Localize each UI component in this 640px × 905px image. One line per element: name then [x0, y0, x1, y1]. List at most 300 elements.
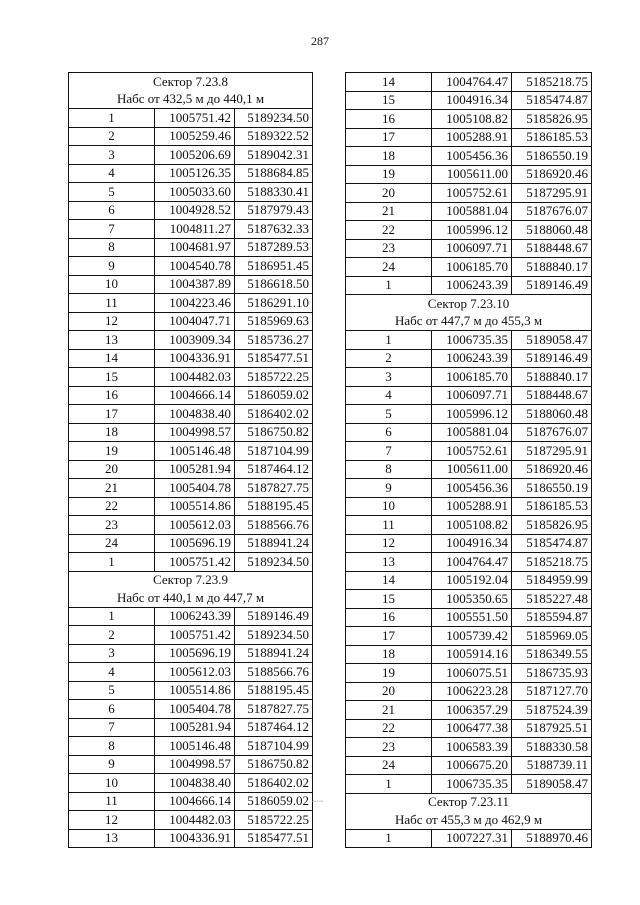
y-coordinate: 5188330.41 — [235, 183, 313, 202]
point-number: 18 — [69, 423, 155, 442]
y-coordinate: 5189146.49 — [512, 276, 592, 295]
y-coordinate: 5186920.46 — [512, 460, 592, 479]
y-coordinate: 5188566.76 — [235, 663, 313, 682]
point-number: 20 — [346, 682, 432, 701]
x-coordinate: 1006583.39 — [432, 738, 512, 757]
point-number: 9 — [69, 257, 155, 276]
y-coordinate: 5189234.50 — [235, 626, 313, 645]
point-number: 19 — [69, 442, 155, 461]
y-coordinate: 5188739.11 — [512, 756, 592, 775]
table-row — [69, 663, 313, 682]
y-coordinate: 5187827.75 — [235, 700, 313, 719]
point-number: 19 — [346, 165, 432, 184]
y-coordinate: 5189322.52 — [235, 127, 313, 146]
table-row — [69, 183, 313, 202]
x-coordinate: 1004666.14 — [155, 792, 235, 811]
point-number: 8 — [69, 238, 155, 257]
x-coordinate: 1005281.94 — [155, 460, 235, 479]
x-coordinate: 1005914.16 — [432, 645, 512, 664]
table-row — [346, 110, 592, 129]
x-coordinate: 1005751.42 — [155, 553, 235, 572]
y-coordinate: 5188840.17 — [512, 368, 592, 387]
point-number: 12 — [69, 811, 155, 830]
sector-range-text: Набс от 440,1 м до 447,7 м — [69, 589, 313, 607]
x-coordinate: 1005108.82 — [432, 516, 512, 535]
point-number: 3 — [69, 644, 155, 663]
y-coordinate: 5187632.33 — [235, 220, 313, 239]
table-row — [69, 792, 313, 811]
x-coordinate: 1005192.04 — [432, 571, 512, 590]
x-coordinate: 1004838.40 — [155, 405, 235, 424]
point-number: 6 — [69, 700, 155, 719]
table-row — [69, 497, 313, 516]
point-number: 18 — [346, 147, 432, 166]
y-coordinate: 5189146.49 — [235, 607, 313, 626]
point-number: 7 — [69, 718, 155, 737]
table-row — [346, 682, 592, 701]
x-coordinate: 1004387.89 — [155, 275, 235, 294]
point-number: 22 — [346, 719, 432, 738]
table-row — [346, 460, 592, 479]
point-number: 1 — [346, 276, 432, 295]
table-row — [69, 257, 313, 276]
point-number: 6 — [346, 423, 432, 442]
table-row — [69, 386, 313, 405]
table-row — [346, 386, 592, 405]
y-coordinate: 5186735.93 — [512, 664, 592, 683]
point-number: 21 — [346, 202, 432, 221]
x-coordinate: 1005514.86 — [155, 681, 235, 700]
point-number: 10 — [69, 275, 155, 294]
y-coordinate: 5187827.75 — [235, 479, 313, 498]
table-row — [69, 201, 313, 220]
x-coordinate: 1005996.12 — [432, 221, 512, 240]
y-coordinate: 5185477.51 — [235, 349, 313, 368]
table-row — [69, 607, 313, 626]
x-coordinate: 1005514.86 — [155, 497, 235, 516]
x-coordinate: 1006185.70 — [432, 368, 512, 387]
page-number: 287 — [311, 34, 329, 48]
y-coordinate: 5187289.53 — [235, 238, 313, 257]
table-row — [69, 331, 313, 350]
point-number: 3 — [346, 368, 432, 387]
x-coordinate: 1005281.94 — [155, 718, 235, 737]
x-coordinate: 1006185.70 — [432, 258, 512, 277]
y-coordinate: 5185218.75 — [512, 553, 592, 572]
point-number: 14 — [346, 571, 432, 590]
point-number: 1 — [346, 775, 432, 794]
sector-header — [346, 295, 592, 313]
y-coordinate: 5187925.51 — [512, 719, 592, 738]
y-coordinate: 5188970.46 — [512, 829, 592, 848]
x-coordinate: 1005696.19 — [155, 644, 235, 663]
point-number: 4 — [69, 663, 155, 682]
y-coordinate: 5189234.50 — [235, 109, 313, 128]
point-number: 9 — [346, 479, 432, 498]
table-row — [69, 460, 313, 479]
sector-title: Сектор 7.23.11 — [346, 793, 592, 811]
table-row — [69, 423, 313, 442]
y-coordinate: 5185826.95 — [512, 516, 592, 535]
point-number: 7 — [346, 442, 432, 461]
table-row — [346, 91, 592, 110]
x-coordinate: 1004681.97 — [155, 238, 235, 257]
y-coordinate: 5189234.50 — [235, 553, 313, 572]
x-coordinate: 1005612.03 — [155, 663, 235, 682]
x-coordinate: 1005108.82 — [432, 110, 512, 129]
table-row — [346, 73, 592, 92]
sector-title: Сектор 7.23.9 — [69, 571, 313, 589]
point-number: 1 — [69, 607, 155, 626]
x-coordinate: 1004916.34 — [432, 534, 512, 553]
table-row — [346, 442, 592, 461]
y-coordinate: 5186349.55 — [512, 645, 592, 664]
table-row — [346, 276, 592, 295]
x-coordinate: 1005126.35 — [155, 164, 235, 183]
y-coordinate: 5186402.02 — [235, 405, 313, 424]
y-coordinate: 5185474.87 — [512, 534, 592, 553]
table-row — [69, 755, 313, 774]
y-coordinate: 5187464.12 — [235, 460, 313, 479]
table-row — [346, 534, 592, 553]
y-coordinate: 5185722.25 — [235, 368, 313, 387]
table-row — [346, 368, 592, 387]
table-row — [69, 294, 313, 313]
point-number: 17 — [69, 405, 155, 424]
y-coordinate: 5186951.45 — [235, 257, 313, 276]
point-number: 8 — [346, 460, 432, 479]
y-coordinate: 5185594.87 — [512, 608, 592, 627]
y-coordinate: 5186550.19 — [512, 147, 592, 166]
point-number: 1 — [69, 553, 155, 572]
x-coordinate: 1004482.03 — [155, 368, 235, 387]
y-coordinate: 5187979.43 — [235, 201, 313, 220]
table-row — [69, 718, 313, 737]
y-coordinate: 5186059.02 — [235, 792, 313, 811]
point-number: 19 — [346, 664, 432, 683]
table-row — [346, 829, 592, 848]
point-number: 21 — [69, 479, 155, 498]
table-row — [346, 258, 592, 277]
table-row — [346, 645, 592, 664]
x-coordinate: 1006075.51 — [432, 664, 512, 683]
x-coordinate: 1004047.71 — [155, 312, 235, 331]
x-coordinate: 1005996.12 — [432, 405, 512, 424]
point-number: 23 — [69, 516, 155, 535]
point-number: 2 — [69, 127, 155, 146]
x-coordinate: 1006735.35 — [432, 331, 512, 350]
point-number: 5 — [346, 405, 432, 424]
x-coordinate: 1005146.48 — [155, 442, 235, 461]
x-coordinate: 1005751.42 — [155, 626, 235, 645]
table-row — [69, 349, 313, 368]
point-number: 20 — [346, 184, 432, 203]
x-coordinate: 1005611.00 — [432, 165, 512, 184]
x-coordinate: 1005696.19 — [155, 534, 235, 553]
x-coordinate: 1005146.48 — [155, 737, 235, 756]
x-coordinate: 1004998.57 — [155, 755, 235, 774]
y-coordinate: 5187524.39 — [512, 701, 592, 720]
table-row — [346, 423, 592, 442]
y-coordinate: 5187295.91 — [512, 184, 592, 203]
point-number: 17 — [346, 627, 432, 646]
y-coordinate: 5185218.75 — [512, 73, 592, 92]
table-row — [346, 775, 592, 794]
y-coordinate: 5186185.53 — [512, 497, 592, 516]
y-coordinate: 5187295.91 — [512, 442, 592, 461]
table-row — [346, 479, 592, 498]
x-coordinate: 1005259.46 — [155, 127, 235, 146]
table-row — [346, 239, 592, 258]
table-row — [69, 368, 313, 387]
point-number: 15 — [69, 368, 155, 387]
point-number: 9 — [69, 755, 155, 774]
point-number: 1 — [346, 331, 432, 350]
point-number: 24 — [69, 534, 155, 553]
x-coordinate: 1005404.78 — [155, 479, 235, 498]
table-row — [346, 349, 592, 368]
y-coordinate: 5186059.02 — [235, 386, 313, 405]
table-row — [346, 664, 592, 683]
table-row — [346, 719, 592, 738]
point-number: 11 — [346, 516, 432, 535]
point-number: 24 — [346, 756, 432, 775]
x-coordinate: 1006477.38 — [432, 719, 512, 738]
x-coordinate: 1006243.39 — [432, 349, 512, 368]
y-coordinate: 5186291.10 — [235, 294, 313, 313]
table-row — [346, 128, 592, 147]
point-number: 16 — [346, 110, 432, 129]
x-coordinate: 1006243.39 — [432, 276, 512, 295]
point-number: 22 — [69, 497, 155, 516]
table-row — [346, 221, 592, 240]
table-row — [346, 405, 592, 424]
x-coordinate: 1006357.29 — [432, 701, 512, 720]
y-coordinate: 5186185.53 — [512, 128, 592, 147]
table-row — [346, 608, 592, 627]
table-row — [346, 738, 592, 757]
table-row — [346, 627, 592, 646]
y-coordinate: 5187676.07 — [512, 423, 592, 442]
y-coordinate: 5185474.87 — [512, 91, 592, 110]
x-coordinate: 1004764.47 — [432, 73, 512, 92]
point-number: 15 — [346, 590, 432, 609]
point-number: 10 — [346, 497, 432, 516]
scan-smudge: ~·~ — [312, 797, 324, 806]
sector-title: Сектор 7.23.10 — [346, 295, 592, 313]
point-number: 7 — [69, 220, 155, 239]
point-number: 11 — [69, 792, 155, 811]
table-row — [346, 165, 592, 184]
sector-range — [346, 811, 592, 829]
x-coordinate: 1004482.03 — [155, 811, 235, 830]
point-number: 4 — [346, 386, 432, 405]
point-number: 12 — [346, 534, 432, 553]
x-coordinate: 1004928.52 — [155, 201, 235, 220]
y-coordinate: 5188840.17 — [512, 258, 592, 277]
table-row — [69, 312, 313, 331]
table-row — [69, 275, 313, 294]
table-row — [346, 147, 592, 166]
y-coordinate: 5186618.50 — [235, 275, 313, 294]
point-number: 1 — [346, 829, 432, 848]
x-coordinate: 1004540.78 — [155, 257, 235, 276]
point-number: 18 — [346, 645, 432, 664]
table-row — [69, 479, 313, 498]
sector-range-text: Набс от 455,3 м до 462,9 м — [346, 811, 592, 829]
x-coordinate: 1006097.71 — [432, 239, 512, 258]
point-number: 3 — [69, 146, 155, 165]
table-row — [69, 737, 313, 756]
x-coordinate: 1005033.60 — [155, 183, 235, 202]
point-number: 5 — [69, 183, 155, 202]
table-row — [346, 497, 592, 516]
y-coordinate: 5189042.31 — [235, 146, 313, 165]
x-coordinate: 1006735.35 — [432, 775, 512, 794]
y-coordinate: 5186402.02 — [235, 774, 313, 793]
sector-range — [69, 91, 313, 109]
y-coordinate: 5185969.63 — [235, 312, 313, 331]
table-row — [69, 829, 313, 848]
y-coordinate: 5187676.07 — [512, 202, 592, 221]
x-coordinate: 1005206.69 — [155, 146, 235, 165]
x-coordinate: 1004838.40 — [155, 774, 235, 793]
point-number: 13 — [346, 553, 432, 572]
table-row — [69, 146, 313, 165]
y-coordinate: 5187464.12 — [235, 718, 313, 737]
table-row — [69, 442, 313, 461]
table-row — [69, 681, 313, 700]
y-coordinate: 5189058.47 — [512, 775, 592, 794]
x-coordinate: 1005288.91 — [432, 497, 512, 516]
point-number: 5 — [69, 681, 155, 700]
y-coordinate: 5189058.47 — [512, 331, 592, 350]
table-row — [346, 202, 592, 221]
table-row — [346, 756, 592, 775]
point-number: 10 — [69, 774, 155, 793]
sector-range-text: Набс от 447,7 м до 455,3 м — [346, 313, 592, 331]
point-number: 11 — [69, 294, 155, 313]
point-number: 15 — [346, 91, 432, 110]
y-coordinate: 5185826.95 — [512, 110, 592, 129]
sector-range-text: Набс от 432,5 м до 440,1 м — [69, 91, 313, 109]
table-row — [346, 331, 592, 350]
x-coordinate: 1005751.42 — [155, 109, 235, 128]
y-coordinate: 5188448.67 — [512, 239, 592, 258]
y-coordinate: 5186920.46 — [512, 165, 592, 184]
table-row — [69, 626, 313, 645]
x-coordinate: 1005404.78 — [155, 700, 235, 719]
x-coordinate: 1005881.04 — [432, 423, 512, 442]
table-row — [69, 700, 313, 719]
point-number: 12 — [69, 312, 155, 331]
table-row — [69, 644, 313, 663]
point-number: 6 — [69, 201, 155, 220]
x-coordinate: 1004666.14 — [155, 386, 235, 405]
y-coordinate: 5188941.24 — [235, 644, 313, 663]
y-coordinate: 5188684.85 — [235, 164, 313, 183]
y-coordinate: 5185969.05 — [512, 627, 592, 646]
y-coordinate: 5187127.70 — [512, 682, 592, 701]
y-coordinate: 5188330.58 — [512, 738, 592, 757]
y-coordinate: 5186550.19 — [512, 479, 592, 498]
y-coordinate: 5188941.24 — [235, 534, 313, 553]
x-coordinate: 1006675.20 — [432, 756, 512, 775]
table-row — [346, 184, 592, 203]
table-row — [346, 571, 592, 590]
y-coordinate: 5184959.99 — [512, 571, 592, 590]
sector-title: Сектор 7.23.8 — [69, 73, 313, 91]
x-coordinate: 1004811.27 — [155, 220, 235, 239]
point-number: 23 — [346, 738, 432, 757]
table-row — [69, 164, 313, 183]
table-row — [69, 516, 313, 535]
y-coordinate: 5188448.67 — [512, 386, 592, 405]
point-number: 16 — [346, 608, 432, 627]
sector-range — [69, 589, 313, 607]
x-coordinate: 1005288.91 — [432, 128, 512, 147]
y-coordinate: 5185227.48 — [512, 590, 592, 609]
y-coordinate: 5189146.49 — [512, 349, 592, 368]
x-coordinate: 1005752.61 — [432, 184, 512, 203]
x-coordinate: 1005456.36 — [432, 147, 512, 166]
table-row — [69, 534, 313, 553]
x-coordinate: 1005752.61 — [432, 442, 512, 461]
point-number: 13 — [69, 331, 155, 350]
point-number: 16 — [69, 386, 155, 405]
y-coordinate: 5188060.48 — [512, 405, 592, 424]
x-coordinate: 1005611.00 — [432, 460, 512, 479]
x-coordinate: 1005881.04 — [432, 202, 512, 221]
sector-header — [69, 571, 313, 589]
point-number: 24 — [346, 258, 432, 277]
x-coordinate: 1005350.65 — [432, 590, 512, 609]
y-coordinate: 5185722.25 — [235, 811, 313, 830]
table-row — [69, 127, 313, 146]
table-row — [69, 405, 313, 424]
table-row — [69, 553, 313, 572]
point-number: 21 — [346, 701, 432, 720]
x-coordinate: 1006097.71 — [432, 386, 512, 405]
point-number: 22 — [346, 221, 432, 240]
x-coordinate: 1006223.28 — [432, 682, 512, 701]
sector-range — [346, 313, 592, 331]
table-row — [69, 238, 313, 257]
table-row — [346, 701, 592, 720]
table-row — [346, 516, 592, 535]
x-coordinate: 1005551.50 — [432, 608, 512, 627]
table-row — [69, 811, 313, 830]
y-coordinate: 5188566.76 — [235, 516, 313, 535]
point-number: 14 — [346, 73, 432, 92]
x-coordinate: 1004998.57 — [155, 423, 235, 442]
point-number: 1 — [69, 109, 155, 128]
x-coordinate: 1006243.39 — [155, 607, 235, 626]
y-coordinate: 5185736.27 — [235, 331, 313, 350]
sector-header — [69, 73, 313, 91]
x-coordinate: 1005456.36 — [432, 479, 512, 498]
table-row — [346, 590, 592, 609]
point-number: 2 — [346, 349, 432, 368]
coordinates-table-left — [68, 72, 313, 848]
y-coordinate: 5186750.82 — [235, 755, 313, 774]
y-coordinate: 5187104.99 — [235, 737, 313, 756]
y-coordinate: 5188195.45 — [235, 681, 313, 700]
point-number: 17 — [346, 128, 432, 147]
table-row — [69, 774, 313, 793]
table-row — [69, 109, 313, 128]
y-coordinate: 5188195.45 — [235, 497, 313, 516]
